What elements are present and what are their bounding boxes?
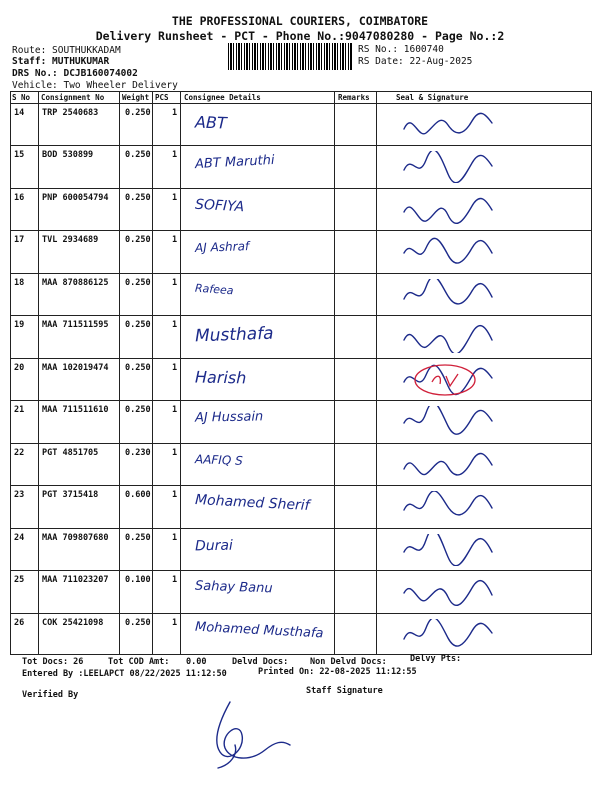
row-consignment-no: PGT 4851705 bbox=[42, 447, 99, 458]
rs-date: RS Date: 22-Aug-2025 bbox=[358, 56, 473, 67]
row-sno: 14 bbox=[14, 108, 25, 118]
row-weight: 0.600 bbox=[125, 490, 151, 501]
row-consignee-handwritten: Mohamed Musthafa bbox=[194, 619, 324, 641]
row-pcs: 1 bbox=[172, 362, 178, 373]
row-consignee-handwritten: AJ Hussain bbox=[194, 409, 264, 426]
row-consignment-no: MAA 102019474 bbox=[42, 362, 109, 373]
row-pcs: 1 bbox=[172, 192, 178, 203]
row-consignee-handwritten: ABT bbox=[194, 112, 228, 133]
table-row-divider bbox=[10, 230, 592, 231]
row-sno: 18 bbox=[14, 277, 25, 288]
row-pcs: 1 bbox=[172, 405, 178, 416]
delivery-signature-icon bbox=[398, 321, 498, 353]
staff-signature-icon bbox=[190, 690, 310, 772]
table-row-divider bbox=[10, 485, 592, 486]
row-pcs: 1 bbox=[172, 150, 178, 161]
row-consignee-handwritten: Durai bbox=[194, 537, 234, 554]
row-sno: 20 bbox=[14, 362, 25, 373]
table-row-divider bbox=[10, 443, 592, 444]
row-pcs: 1 bbox=[172, 490, 178, 501]
row-consignee-handwritten: Harish bbox=[194, 367, 247, 388]
row-weight: 0.250 bbox=[125, 150, 151, 161]
row-consignee-handwritten: ABT Maruthi bbox=[194, 153, 275, 173]
delivery-signature-icon bbox=[398, 236, 498, 268]
row-consignment-no: TRP 2540683 bbox=[42, 108, 99, 118]
delivered-docs: Delvd Docs: bbox=[232, 657, 289, 667]
table-row-divider bbox=[10, 654, 592, 655]
row-consignee-handwritten: Sahay Banu bbox=[194, 578, 273, 597]
delivery-points: Delvy Pts: bbox=[410, 654, 462, 664]
row-weight: 0.250 bbox=[125, 108, 151, 118]
row-consignment-no: BOD 530899 bbox=[42, 150, 94, 161]
row-pcs: 1 bbox=[172, 320, 178, 331]
row-pcs: 1 bbox=[172, 447, 178, 458]
col-header-pcs: PCS bbox=[155, 93, 169, 102]
delivery-signature-icon bbox=[398, 619, 498, 651]
staff-signature-label: Staff Signature bbox=[306, 686, 383, 696]
row-weight: 0.250 bbox=[125, 405, 151, 416]
col-header-remarks: Remarks bbox=[338, 93, 370, 102]
table-row-divider bbox=[10, 400, 592, 401]
row-sno: 17 bbox=[14, 235, 25, 246]
row-consignment-no: COK 25421098 bbox=[42, 617, 104, 628]
total-cod-amount: 0.00 bbox=[186, 657, 207, 667]
delivery-signature-icon bbox=[398, 406, 498, 438]
verified-by-label: Verified By bbox=[22, 690, 79, 700]
printed-on: Printed On: 22-08-2025 11:12:55 bbox=[258, 667, 417, 677]
row-pcs: 1 bbox=[172, 108, 178, 118]
delivery-signature-icon bbox=[398, 109, 498, 141]
row-weight: 0.250 bbox=[125, 617, 151, 628]
col-header-weight: Weight bbox=[122, 93, 150, 102]
row-consignee-handwritten: Musthafa bbox=[194, 323, 274, 347]
row-consignment-no: MAA 711511595 bbox=[42, 320, 109, 331]
table-row-divider bbox=[10, 145, 592, 146]
row-sno: 26 bbox=[14, 617, 25, 628]
row-pcs: 1 bbox=[172, 235, 178, 246]
row-sno: 21 bbox=[14, 405, 25, 416]
row-weight: 0.230 bbox=[125, 447, 151, 458]
row-sno: 15 bbox=[14, 150, 25, 161]
delivery-signature-icon bbox=[398, 491, 498, 523]
rs-number: RS No.: 1600740 bbox=[358, 44, 444, 55]
row-pcs: 1 bbox=[172, 575, 178, 586]
row-sno: 24 bbox=[14, 532, 25, 543]
row-weight: 0.250 bbox=[125, 532, 151, 543]
row-consignee-handwritten: Rafeea bbox=[194, 281, 234, 298]
row-consignment-no: PGT 3715418 bbox=[42, 490, 99, 501]
route-label: Route: SOUTHUKKADAM bbox=[12, 45, 121, 56]
table-row-divider bbox=[10, 528, 592, 529]
table-row-divider bbox=[10, 570, 592, 571]
row-consignee-handwritten: Mohamed Sherif bbox=[194, 492, 310, 515]
row-sno: 16 bbox=[14, 192, 25, 203]
delivery-signature-icon bbox=[398, 449, 498, 481]
delivery-signature-icon bbox=[398, 279, 498, 311]
vehicle-label: Vehicle: Two Wheeler Delivery bbox=[12, 80, 178, 91]
row-pcs: 1 bbox=[172, 277, 178, 288]
delivery-signature-icon bbox=[398, 576, 498, 608]
entered-by: Entered By :LEELAPCT 08/22/2025 11:12:50 bbox=[22, 669, 227, 679]
non-delivered-docs: Non Delvd Docs: bbox=[310, 657, 387, 667]
red-stamp-mark-icon bbox=[410, 360, 480, 400]
table-row-divider bbox=[10, 613, 592, 614]
col-header-signature: Seal & Signature bbox=[396, 93, 469, 102]
row-consignee-handwritten: AJ Ashraf bbox=[194, 239, 250, 256]
row-sno: 23 bbox=[14, 490, 25, 501]
row-consignment-no: MAA 711023207 bbox=[42, 575, 109, 586]
row-weight: 0.100 bbox=[125, 575, 151, 586]
col-header-sno: S No bbox=[12, 93, 31, 102]
row-sno: 22 bbox=[14, 447, 25, 458]
row-sno: 25 bbox=[14, 575, 25, 586]
row-consignee-handwritten: AAFIQ S bbox=[194, 451, 243, 468]
table-row-divider bbox=[10, 273, 592, 274]
table-row-divider bbox=[10, 103, 592, 104]
barcode bbox=[228, 43, 352, 70]
total-cod-label: Tot COD Amt: bbox=[108, 657, 170, 667]
row-weight: 0.250 bbox=[125, 320, 151, 331]
company-title: THE PROFESSIONAL COURIERS, COIMBATORE bbox=[171, 14, 429, 28]
runsheet-subtitle: Delivery Runsheet - PCT - Phone No.:9047080280 - Page No.:2 bbox=[95, 29, 505, 43]
table-row-divider bbox=[10, 188, 592, 189]
row-pcs: 1 bbox=[172, 532, 178, 543]
row-consignment-no: MAA 709807680 bbox=[42, 532, 109, 543]
runsheet-table bbox=[10, 91, 592, 655]
row-weight: 0.250 bbox=[125, 277, 151, 288]
table-row-divider bbox=[10, 358, 592, 359]
col-header-consignee: Consignee Details bbox=[184, 93, 261, 102]
row-weight: 0.250 bbox=[125, 192, 151, 203]
staff-label: Staff: MUTHUKUMAR bbox=[12, 56, 110, 67]
drs-number: DRS No.: DCJB160074002 bbox=[12, 68, 138, 79]
delivery-signature-icon bbox=[398, 151, 498, 183]
total-docs: Tot Docs: 26 bbox=[22, 657, 84, 667]
row-sno: 19 bbox=[14, 320, 25, 331]
row-consignment-no: MAA 711511610 bbox=[42, 405, 109, 416]
table-row-divider bbox=[10, 91, 592, 92]
row-pcs: 1 bbox=[172, 617, 178, 628]
row-consignee-handwritten: SOFIYA bbox=[194, 196, 245, 216]
row-consignment-no: MAA 870886125 bbox=[42, 277, 109, 288]
row-consignment-no: TVL 2934689 bbox=[42, 235, 99, 246]
delivery-signature-icon bbox=[398, 194, 498, 226]
delivery-signature-icon bbox=[398, 534, 498, 566]
row-weight: 0.250 bbox=[125, 235, 151, 246]
row-weight: 0.250 bbox=[125, 362, 151, 373]
row-consignment-no: PNP 600054794 bbox=[42, 192, 109, 203]
col-header-consignment: Consignment No bbox=[41, 93, 105, 102]
table-row-divider bbox=[10, 315, 592, 316]
